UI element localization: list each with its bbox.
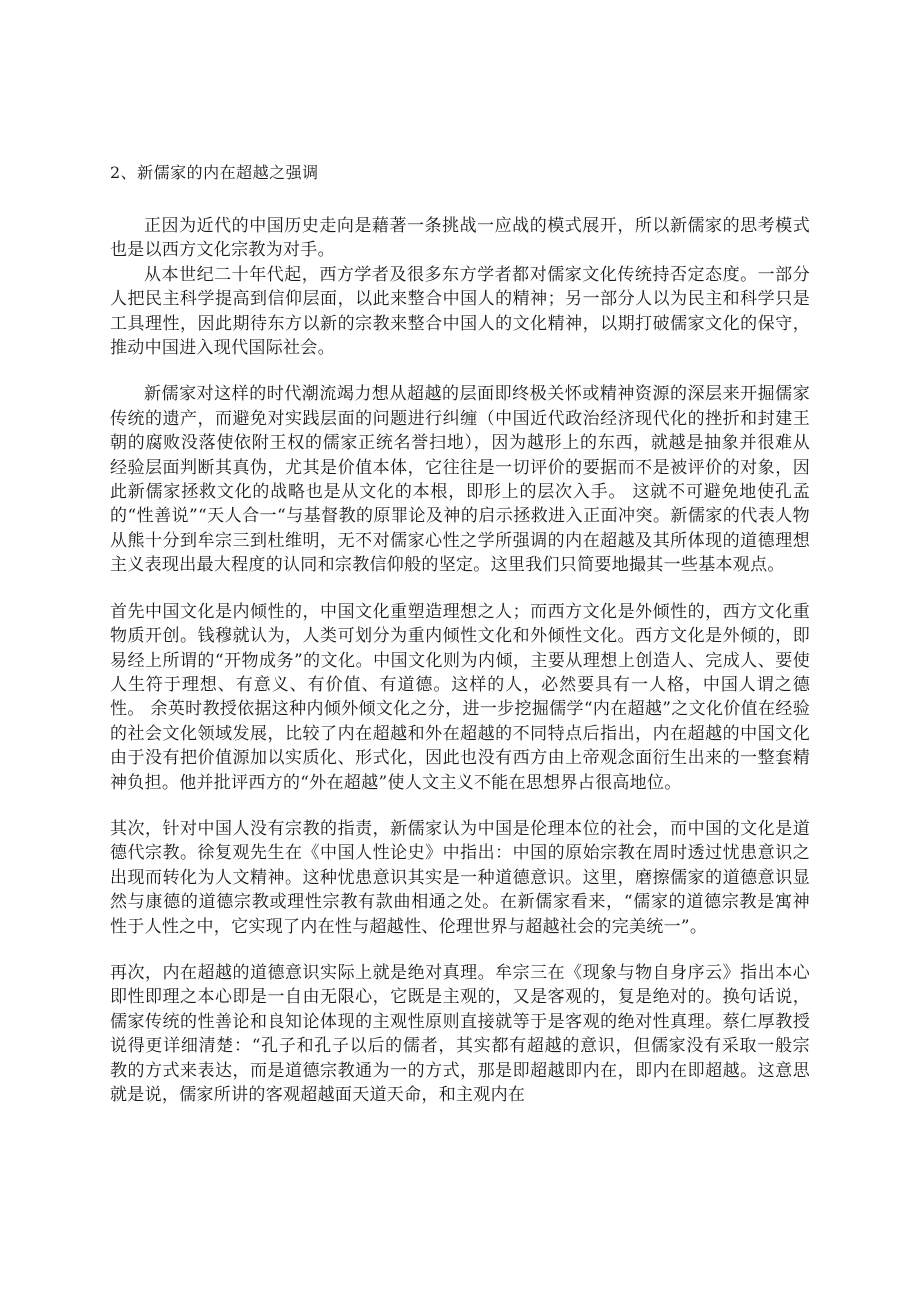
paragraph-third-point: 再次，内在超越的道德意识实际上就是绝对真理。牟宗三在《现象与物自身序云》指出本心即性即理之本心即是一自由无限心，它既是主观的，又是客观的，复是绝对的。换句话说，儒家传统的性善论和良知论体现的主观性原则直接就等于是客观的绝对性真理。蔡仁厚教授说得更详细清楚：“孔子和孔子以后的儒者，其实都有超越的意识，但儒家没有采取一般宗教的方式来表达，而是道德宗教通为一的方式，那是即超越即内在，即内在即超越。这意思就是说，儒家所讲的客观超越面天道天命，和主观内在 [110, 962, 810, 1105]
paragraph-intro: 正因为近代的中国历史走向是藉著一条挑战一应战的模式展开，所以新儒家的思考模式也是以西方文化宗教为对手。 [110, 216, 810, 261]
document-page [110, 160, 810, 1107]
paragraph-new-confucian-strategy: 新儒家对这样的时代潮流竭力想从超越的层面即终极关怀或精神资源的深层来开掘儒家传统的遗产，而避免对实践层面的问题进行纠缠（中国近代政治经济现代化的挫折和封建王朝的腐败没落使依附王权的儒家正统名誉扫地），因为越形上的东西，就越是抽象并很难从经验层面判断其真伪，尤其是价值本体，它往往是一切评价的要据而不是被评价的对象，因此新儒家拯救文化的战略也是从文化的本根，即形上的层次入手。 这就不可避免地使孔孟的“性善说”“天人合一“与基督教的原罪论及神的启示拯救进入正面冲突。新儒家的代表人物从熊十分到牟宗三到杜维明，无不对儒家心性之学所强调的内在超越及其所体现的道德理想主义表现出最大程度的认同和宗教信仰般的坚定。这里我们只简要地撮其一些基本观点。 [110, 384, 810, 576]
section-heading: 2、新儒家的内在超越之强调 [110, 163, 319, 182]
paragraph-first-point: 首先中国文化是内倾性的，中国文化重塑造理想之人；而西方文化是外倾性的，西方文化重物质开创。钱穆就认为，人类可划分为重内倾性文化和外倾性文化。西方文化是外倾的，即易经上所谓的“开物成务”的文化。中国文化则为内倾，主要从理想上创造人、完成人、要使人生符于理想、有意义、有价值、有道德。这样的人，必然要具有一人格，中国人谓之德性。 余英时教授依据这种内倾外倾文化之分，进一步挖掘儒学“内在超越”之文化价值在经验的社会文化领域发展，比较了内在超越和外在超越的不同特点后指出，内在超越的中国文化由于没有把价值源加以实质化、形式化，因此也没有西方由上帝观念面衍生出来的一整套精神负担。他并批评西方的“外在超越”使人文主义不能在思想界占很高地位。 [110, 601, 810, 793]
paragraph-second-point: 其次，针对中国人没有宗教的指责，新儒家认为中国是伦理本位的社会，而中国的文化是道德代宗教。徐复观先生在《中国人性论史》中指出：中国的原始宗教在周时透过忧患意识之出现而转化为人文精神。这种忧患意识其实是一种道德意识。这里，磨擦儒家的道德意识显然与康德的道德宗教或理性宗教有款曲相通之处。在新儒家看来，“儒家的道德宗教是寓神性于人性之中，它实现了内在性与超越性、伦理世界与超越社会的完美统一”。 [110, 818, 810, 937]
paragraph-western-critique: 从本世纪二十年代起，西方学者及很多东方学者都对儒家文化传统持否定态度。一部分人把民主科学提高到信仰层面，以此来整合中国人的精神；另一部分人以为民主和科学只是工具理性，因此期待东方以新的宗教来整合中国人的文化精神，以期打破儒家文化的保守，推动中国进入现代国际社会。 [110, 264, 810, 359]
